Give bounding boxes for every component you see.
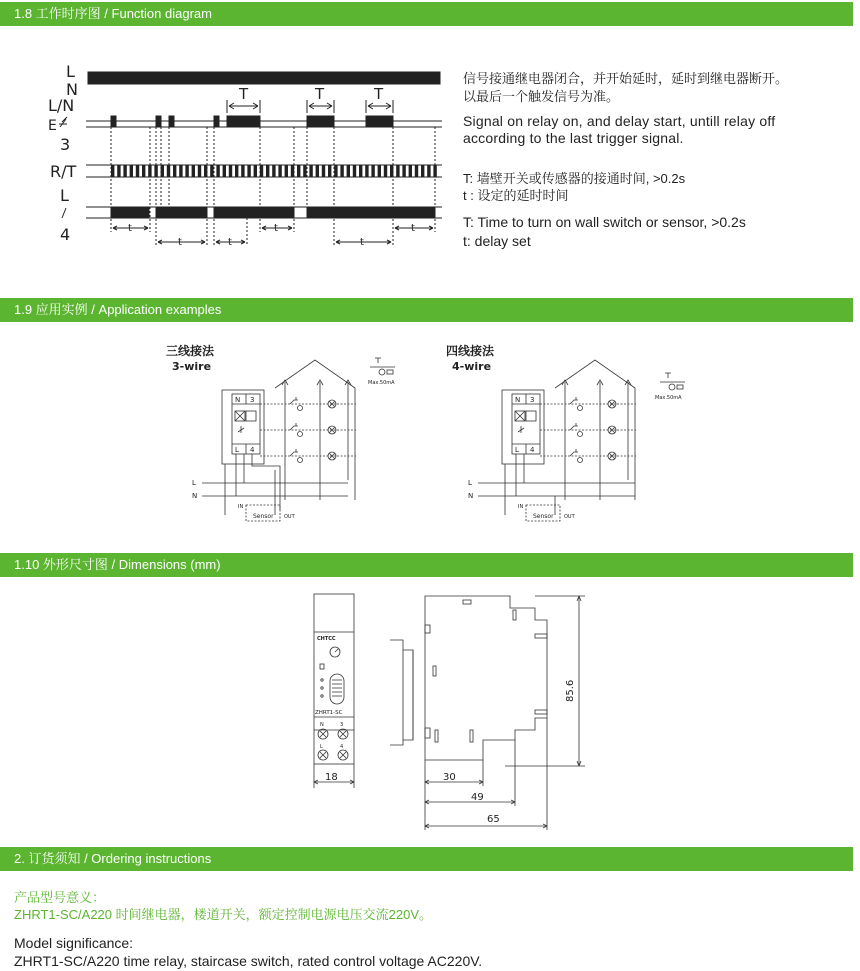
section-header-function-diagram: 1.8 工作时序图 / Function diagram	[0, 2, 853, 26]
diagram-label: IN	[238, 504, 244, 510]
section-header-application: 1.9 应用实例 / Application examples	[0, 298, 853, 322]
rt-pulse	[402, 165, 405, 177]
diagram-label: Max.50mA	[368, 380, 395, 386]
diagram-label: Max.50mA	[655, 395, 682, 401]
label-N: N	[66, 80, 78, 99]
rt-pulse	[359, 165, 362, 177]
rt-pulse	[272, 165, 275, 177]
rt-pulse	[378, 165, 381, 177]
rt-pulse	[421, 165, 424, 177]
rt-pulse	[185, 165, 188, 177]
ordering-text-en: ZHRT1-SC/A220 time relay, staircase switch, rated control voltage AC220V.	[14, 953, 483, 969]
rt-pulse	[223, 165, 226, 177]
rt-pulse	[241, 165, 244, 177]
rt-pulse	[278, 165, 281, 177]
three-wire-en: 3-wire	[172, 360, 212, 373]
dimensions-side-view	[385, 590, 585, 835]
diagram-label: IN	[518, 504, 524, 510]
T-marker-2: T	[315, 85, 325, 103]
three-wire-cn: 三线接法	[166, 344, 215, 358]
diagram-label: Sensor	[533, 513, 554, 520]
four-wire-cn: 四线接法	[446, 344, 495, 358]
T-marker-3: T	[374, 85, 384, 103]
rt-pulse	[142, 165, 145, 177]
rt-pulse	[117, 165, 120, 177]
rt-pulse	[328, 165, 331, 177]
rt-pulse	[334, 165, 337, 177]
rt-pulse	[210, 165, 213, 177]
diagram-label: N	[515, 396, 521, 404]
label-3: 3	[60, 135, 71, 154]
diagram-label: L	[515, 446, 519, 454]
rt-pulse	[340, 165, 343, 177]
rt-pulse	[309, 165, 312, 177]
t-label-5: t	[360, 237, 364, 248]
ordering-title-cn: 产品型号意义：	[14, 890, 106, 905]
wiring-3-wire-diagram	[166, 340, 440, 530]
diagram-label: 4	[250, 446, 255, 454]
rt-pulse	[409, 165, 412, 177]
rt-pulse	[235, 165, 238, 177]
dim-height: 85.6	[565, 679, 576, 702]
diagram-label: 4	[530, 446, 535, 454]
dim-width-18: 18	[325, 772, 338, 783]
label-L: L	[66, 62, 75, 81]
rt-pulse	[303, 165, 306, 177]
t-label-1: t	[128, 223, 132, 234]
diagram-label: L	[235, 446, 239, 454]
rt-pulse	[173, 165, 176, 177]
diagram-label: L	[320, 744, 323, 750]
def-T-cn: T: 墙壁开关或传感器的接通时间, >0.2s	[463, 171, 686, 186]
dim-49: 49	[471, 792, 484, 803]
diagram-label: L	[192, 479, 196, 487]
dimensions-front-view	[310, 592, 370, 802]
four-wire-en: 4-wire	[452, 360, 492, 373]
t-label-6: t	[411, 223, 415, 234]
timing-desc-en-2: according to the last trigger signal.	[463, 130, 684, 146]
rt-pulse	[415, 165, 418, 177]
rt-pulse	[322, 165, 325, 177]
rt-pulse	[216, 165, 219, 177]
ordering-text-cn: ZHRT1-SC/A220 时间继电器，楼道开关，额定控制电源电压交流220V。	[14, 907, 432, 922]
diagram-label: N	[468, 492, 474, 500]
ordering-title-en: Model significance:	[14, 935, 134, 951]
rt-pulse	[371, 165, 374, 177]
rt-pulse	[192, 165, 195, 177]
label-L2: L	[60, 186, 69, 205]
rt-pulse	[285, 165, 288, 177]
dim-65: 65	[487, 814, 500, 825]
dim-30: 30	[443, 772, 456, 783]
t-label-3: t	[228, 237, 232, 248]
section-header-ordering: 2. 订货须知 / Ordering instructions	[0, 847, 853, 871]
rt-pulse	[247, 165, 250, 177]
timing-desc-cn-2: 以最后一个触发信号为准。	[463, 89, 620, 104]
rt-pulse	[198, 165, 201, 177]
def-t-en: t: delay set	[463, 233, 531, 249]
rt-pulse	[266, 165, 269, 177]
rt-pulse	[130, 165, 133, 177]
label-4: 4	[60, 225, 71, 244]
label-E: E	[48, 118, 57, 134]
diagram-label: OUT	[284, 514, 295, 520]
diagram-label: 3	[250, 396, 255, 404]
brand-label: CHTCC	[317, 636, 336, 642]
rt-pulse	[179, 165, 182, 177]
section-header-dimensions: 1.10 外形尺寸图 / Dimensions (mm)	[0, 553, 853, 577]
rt-pulse	[111, 165, 114, 177]
rt-pulse	[316, 165, 319, 177]
T-marker-1: T	[239, 85, 249, 103]
diagram-label: Sensor	[253, 513, 274, 520]
wiring-4-wire-diagram	[446, 340, 720, 530]
diagram-label: N	[235, 396, 241, 404]
label-LN: L/N	[48, 96, 75, 115]
def-T-en: T: Time to turn on wall switch or sensor, >0.2s	[463, 214, 746, 230]
rt-pulse	[136, 165, 139, 177]
diagram-label: L	[468, 479, 472, 487]
diagram-label: 3	[530, 396, 535, 404]
timing-desc-en-1: Signal on relay on, and delay start, untill relay off	[463, 113, 776, 129]
rt-pulse	[297, 165, 300, 177]
rt-pulse	[353, 165, 356, 177]
rt-pulse	[427, 165, 430, 177]
rt-pulse	[123, 165, 126, 177]
diagram-label: N	[320, 722, 324, 728]
t-label-4: t	[274, 223, 278, 234]
diagram-label: 3	[340, 722, 344, 728]
model-label: ZHRT1-SC	[315, 710, 343, 716]
diagram-label: N	[192, 492, 198, 500]
rt-pulse	[347, 165, 350, 177]
diagram-label: 4	[340, 744, 344, 750]
rt-pulse	[229, 165, 232, 177]
diagram-label: OUT	[564, 514, 575, 520]
t-label-2: t	[178, 237, 182, 248]
def-t-cn: t : 设定的延时时间	[463, 188, 569, 203]
rt-pulse	[384, 165, 387, 177]
timing-desc-cn-1: 信号接通继电器闭合，并开始延时，延时到继电器断开。	[463, 71, 789, 86]
label-RT: R/T	[50, 162, 77, 181]
rt-pulse	[365, 165, 368, 177]
rt-pulse	[396, 165, 399, 177]
rt-pulse	[254, 165, 257, 177]
timing-diagram	[0, 0, 860, 290]
